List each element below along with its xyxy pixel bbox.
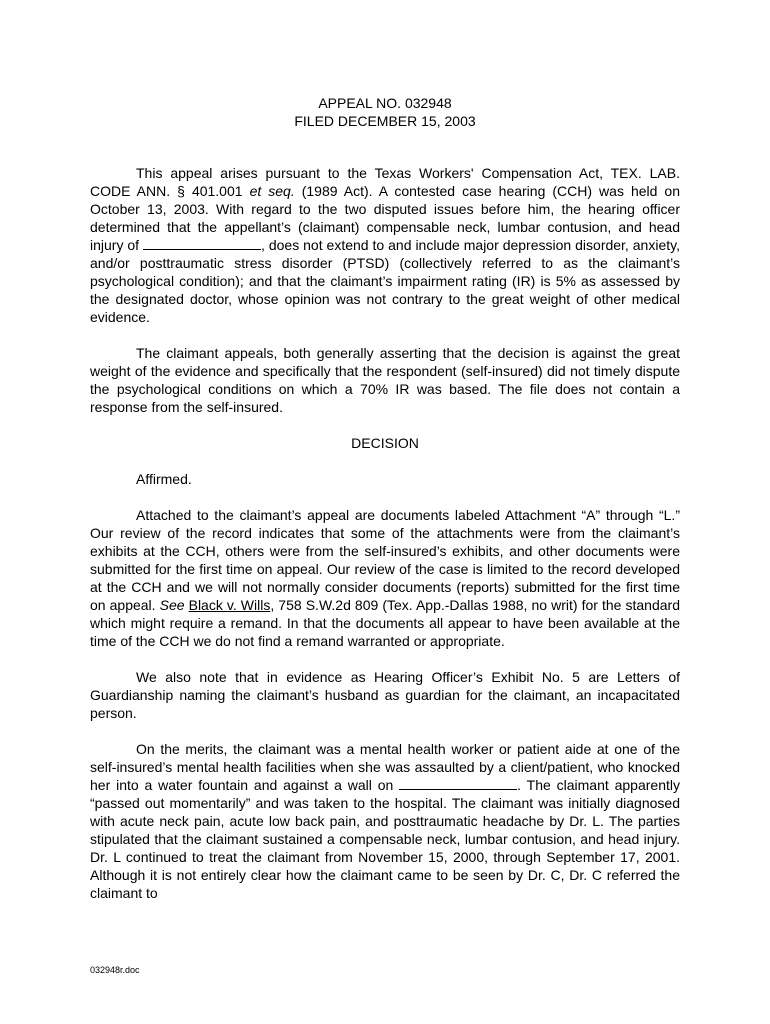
redacted-date-blank — [143, 236, 261, 250]
filed-date: FILED DECEMBER 15, 2003 — [294, 113, 476, 129]
paragraph-intro — [90, 164, 680, 326]
italic-text: See — [159, 597, 185, 613]
text-segment: Attached to the claimant’s appeal are documents labeled Attachment “A” through “L.” Our review of the record indicates that some of the attachments were from the claimant’s exhibits at the CCH, others were from the self-insured’s exhibits, and other documents were submitted for the first time on appeal. Our review of the case is limited to the record developed at the CCH and we will not normally consider documents (reports) submitted for the first time on appeal. — [90, 507, 680, 613]
document-header — [0, 94, 770, 130]
italic-text: et seq. — [249, 183, 295, 199]
document-body — [90, 164, 680, 920]
text-segment: . The claimant apparently “passed out momentarily” and was taken to the hospital. The claimant was initially diagnosed with acute neck pain, acute low back pain, and posttraumatic headache by Dr. L. The parties stipulated that the claimant sustained a compensable neck, lumbar contusion, and head injury. Dr. L continued to treat the claimant from November 15, 2000, through September 17, 2001. Although it is not entirely clear how the claimant came to be seen by Dr. C, Dr. C referred the claimant to — [90, 777, 680, 901]
paragraph-merits — [90, 740, 680, 902]
text-segment: On the merits, the claimant was a mental health worker or patient aide at one of the self-insured’s mental health facilities when she was assaulted by a client/patient, who knocked her into a water fountain and against a wall on — [90, 741, 680, 793]
text-segment: (1989 Act). A contested case hearing (CCH) was held on October 13, 2003. With regard to the two disputed issues before him, the hearing officer determined that the appellant’s (claimant) compensable neck, lumbar contusion, and head injury of — [90, 183, 680, 253]
paragraph-guardianship: We also note that in evidence as Hearing Officer’s Exhibit No. 5 are Letters of Guardianship naming the claimant’s husband as guardian for the claimant, an incapacitated person. — [90, 669, 680, 721]
paragraph-attachments — [90, 506, 680, 650]
affirmed-text: Affirmed. — [136, 471, 192, 487]
footer-filename: 032948r.doc — [90, 965, 140, 975]
paragraph-appeal: The claimant appeals, both generally asserting that the decision is against the great weight of the evidence and specifically that the respondent (self-insured) did not timely dispute the psychological conditions on which a 70% IR was based. The file does not contain a response from the self-insured. — [90, 345, 680, 415]
appeal-number: APPEAL NO. 032948 — [318, 95, 452, 111]
redacted-date-blank — [399, 776, 517, 790]
text-segment: , 758 S.W.2d 809 (Tex. App.-Dallas 1988, no writ) for the standard which might require a remand. In that the documents all appear to have been available at the time of the CCH we do not find a remand warranted or appropriate. — [90, 597, 680, 649]
case-citation: Black v. Wills — [188, 597, 271, 613]
decision-heading: DECISION — [351, 435, 419, 451]
text-segment: This appeal arises pursuant to the Texas Workers' Compensation Act, TEX. LAB. CODE ANN. § 401.001 — [90, 165, 680, 199]
text-segment: , does not extend to and include major depression disorder, anxiety, and/or posttraumatic stress disorder (PTSD) (collectively referred to as the claimant’s psychological condition); and that the claimant’s impairment rating (IR) is 5% as assessed by the designated doctor, whose opinion was not contrary to the great weight of other medical evidence. — [90, 237, 680, 325]
